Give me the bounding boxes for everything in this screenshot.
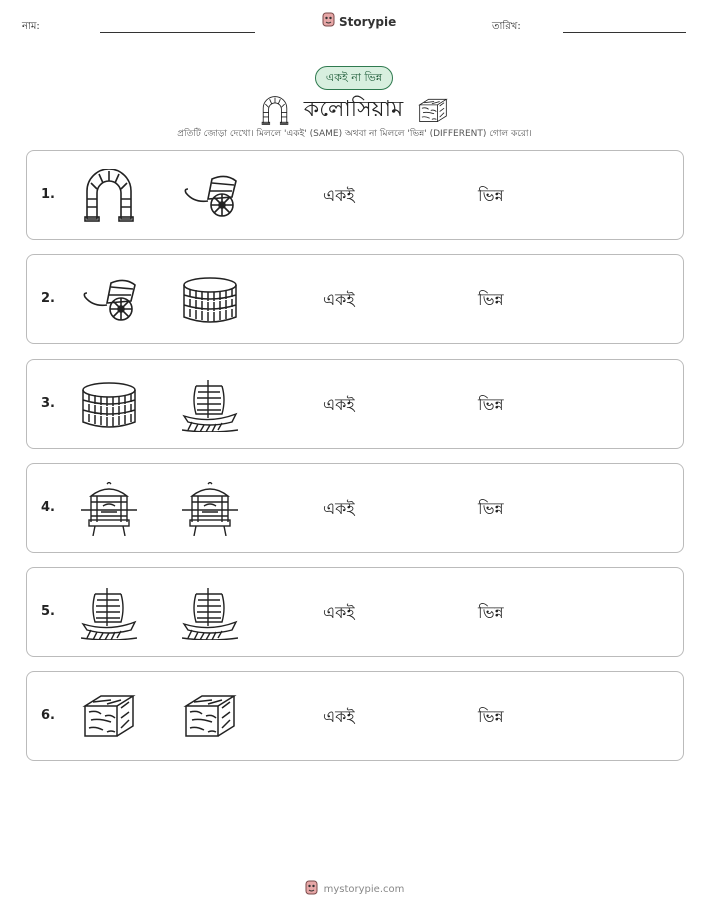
question-number: 3. [41,396,55,411]
option-same[interactable]: একই [323,186,355,205]
question-row [26,567,684,657]
litter-icon [81,482,137,536]
question-number: 6. [41,708,55,723]
question-row [26,254,684,344]
worksheet-type-badge: একই না ভিন্ন [315,66,393,90]
option-different[interactable]: ভিন্ন [478,395,504,414]
colosseum-icon [182,273,238,327]
date-field[interactable] [563,32,686,33]
option-different[interactable]: ভিন্ন [478,499,504,518]
ship-icon [81,586,137,640]
question-number: 2. [41,291,55,306]
title-row [0,92,709,129]
option-same[interactable]: একই [323,499,355,518]
option-same[interactable]: একই [323,395,355,414]
footer [0,880,709,898]
ship-icon [182,586,238,640]
question-row [26,463,684,553]
option-different[interactable]: ভিন্ন [478,707,504,726]
pie-logo-icon [305,880,318,898]
option-same[interactable]: একই [323,707,355,726]
chariot-icon [81,273,137,327]
arch-icon [260,96,290,126]
brand-name: Storypie [339,14,397,29]
option-different[interactable]: ভিন্ন [478,603,504,622]
instructions: প্রতিটি জোড়া দেখো। মিললে 'একই' (SAME) অথবা না মিললে 'ভিন্ন' (DIFFERENT) গোল করো। [177,129,532,139]
chariot-icon [182,169,238,223]
name-label: নাম: [22,21,40,32]
pie-logo-icon [322,12,335,31]
question-number: 5. [41,604,55,619]
brick-icon [81,690,137,744]
option-same[interactable]: একই [323,290,355,309]
option-different[interactable]: ভিন্ন [478,186,504,205]
date-label: তারিখ: [492,21,521,32]
question-number: 1. [41,187,55,202]
ship-icon [182,378,238,432]
brick-icon [417,96,449,126]
name-field[interactable] [100,32,255,33]
arch-icon [81,169,137,223]
option-different[interactable]: ভিন্ন [478,290,504,309]
colosseum-icon [81,378,137,432]
question-row [26,359,684,449]
litter-icon [182,482,238,536]
question-row [26,671,684,761]
page-title: কলোসিয়াম [303,97,404,122]
question-row [26,150,684,240]
question-number: 4. [41,500,55,515]
footer-url: mystorypie.com [323,883,405,895]
brand-logo [322,12,396,31]
brick-icon [182,690,238,744]
option-same[interactable]: একই [323,603,355,622]
